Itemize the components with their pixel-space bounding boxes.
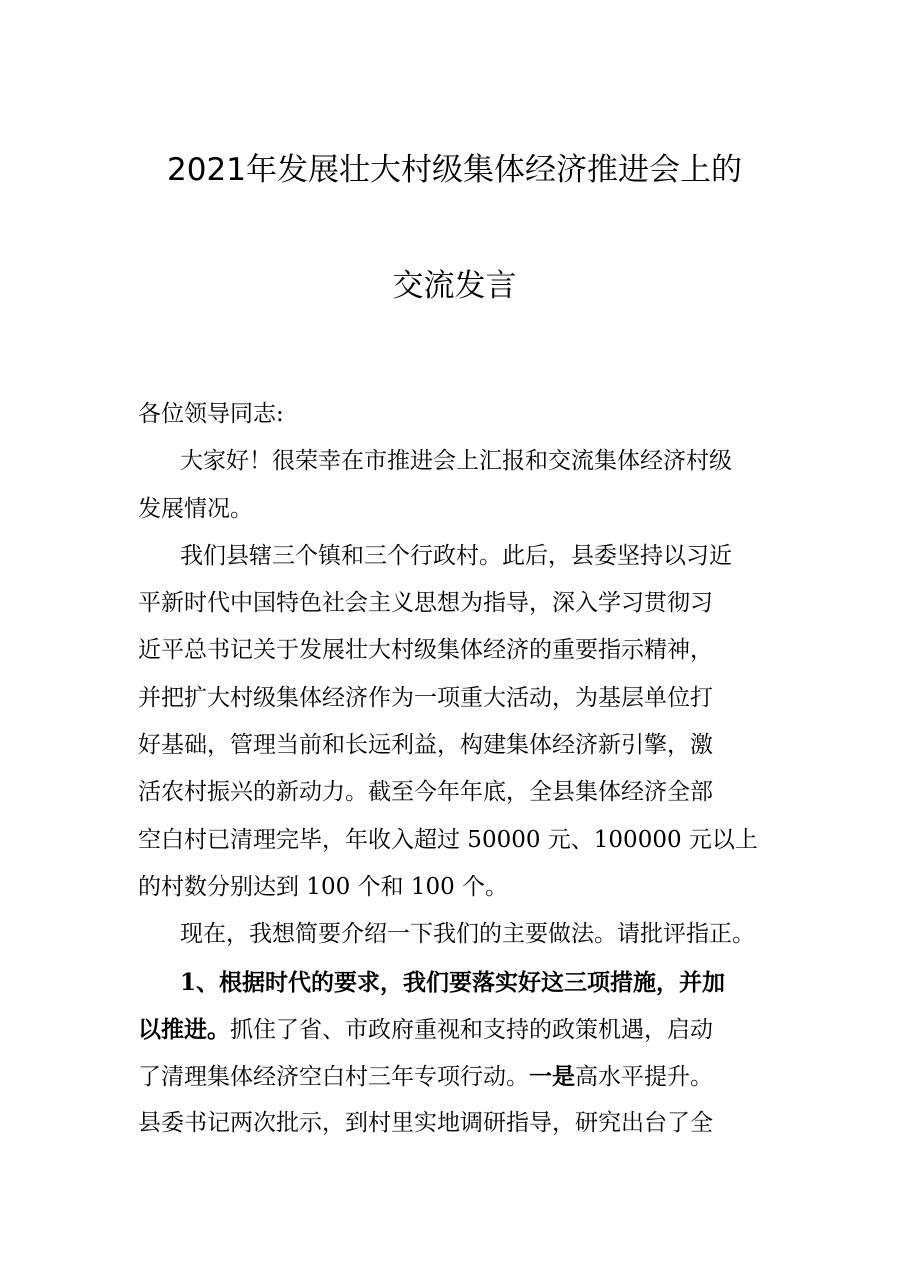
- text-segment: 大家好！很荣幸在市推进会上汇报和交流集体经济村级: [180, 448, 732, 475]
- body-line: [138, 438, 778, 485]
- body-line: [138, 959, 778, 1006]
- text-segment: 了清理集体经济空白村三年专项行动。: [138, 1064, 529, 1091]
- bold-text-segment: 一是: [529, 1063, 575, 1091]
- body-line: [138, 1053, 778, 1100]
- body-line: [138, 864, 778, 911]
- bold-text-segment: 以推进。: [138, 1015, 230, 1043]
- body-line: [138, 391, 778, 438]
- text-segment: 各位领导同志:: [138, 401, 284, 427]
- body-line: [138, 627, 778, 674]
- text-segment: 我们县辖三个镇和三个行政村。此后，县委坚持以习近: [180, 542, 732, 569]
- body-line: [138, 580, 778, 627]
- body-line: [138, 769, 778, 816]
- body-line: [138, 1006, 778, 1053]
- text-segment: 近平总书记关于发展壮大村级集体经济的重要指示精神，: [138, 637, 713, 664]
- body-line: [138, 486, 778, 533]
- body-line: [138, 533, 778, 580]
- text-segment: 县委书记两次批示，到村里实地调研指导，研究出台了全: [138, 1110, 713, 1137]
- document-body: [138, 391, 778, 1148]
- body-line: [138, 1100, 778, 1147]
- document-title-line-1: 2021年发展壮大村级集体经济推进会上的: [167, 152, 742, 188]
- text-segment: 并把扩大村级集体经济作为一项重大活动，为基层单位打: [138, 684, 713, 711]
- text-segment: 高水平提升。: [575, 1064, 713, 1091]
- text-segment: 的村数分别达到 100 个和 100 个。: [138, 873, 509, 900]
- body-line: [138, 911, 778, 958]
- text-segment: 抓住了省、市政府重视和支持的政策机遇，启动: [230, 1016, 713, 1043]
- body-line: [138, 722, 778, 769]
- body-line: [138, 817, 778, 864]
- body-line: [138, 675, 778, 722]
- text-segment: 平新时代中国特色社会主义思想为指导，深入学习贯彻习: [138, 590, 713, 617]
- text-segment: 空白村已清理完毕，年收入超过 50000 元、100000 元以上: [138, 826, 758, 853]
- text-segment: 好基础，管理当前和长远利益，构建集体经济新引擎，激: [138, 732, 713, 759]
- text-segment: 发展情况。: [138, 495, 253, 522]
- text-segment: 活农村振兴的新动力。截至今年年底，全县集体经济全部: [138, 779, 713, 806]
- bold-text-segment: 1、根据时代的要求，我们要落实好这三项措施，并加: [180, 968, 726, 996]
- document-title-line-2: 交流发言: [392, 268, 517, 304]
- text-segment: 现在，我想简要介绍一下我们的主要做法。请批评指正。: [180, 921, 755, 948]
